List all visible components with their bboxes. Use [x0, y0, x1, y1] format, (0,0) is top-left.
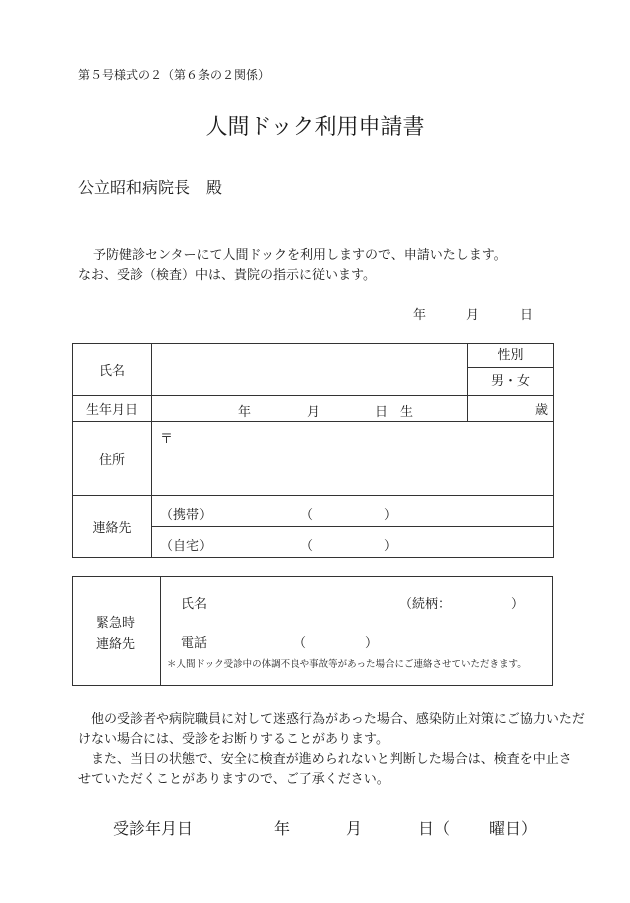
date-day-label: 日 [520, 308, 534, 323]
mobile-paren-close: ） [384, 508, 398, 523]
intro-line-1: 予防健診センターにて人間ドックを利用しますので、申請いたします。 [93, 248, 507, 263]
birth-suffix: 生 [400, 405, 414, 420]
address-field[interactable] [152, 422, 554, 496]
age-suffix: 歳 [534, 403, 548, 418]
notice-line-3: また、当日の状態で、安全に検査が進められないと判断した場合は、検査を中止さ [91, 752, 572, 767]
notice-line-1: 他の受診者や病院職員に対して迷惑行為があった場合、感染防止対策にご協力いただ [91, 712, 585, 727]
date-year-label: 年 [413, 308, 427, 323]
address-label: 住所 [73, 422, 152, 496]
birth-year-label: 年 [238, 405, 252, 420]
applicant-table [72, 343, 554, 558]
home-paren-open: （ [300, 539, 314, 554]
emergency-paren-open: （ [293, 636, 307, 651]
emergency-name-field[interactable] [213, 589, 393, 609]
relation-close: ） [511, 597, 525, 612]
home-label: （自宅） [160, 539, 213, 554]
notice-line-2: けない場合には、受診をお断りすることがあります。 [78, 732, 389, 747]
emergency-contact-box [72, 576, 553, 686]
exam-month-label: 月 [346, 819, 363, 838]
home-phone-field[interactable] [152, 527, 554, 558]
page-title: 人間ドック利用申請書 [205, 115, 425, 140]
emergency-paren-close: ） [365, 636, 379, 651]
emergency-phone-field[interactable] [307, 628, 367, 648]
birthdate-field[interactable] [152, 396, 468, 422]
name-field[interactable] [152, 344, 468, 396]
exam-year-label: 年 [274, 819, 291, 838]
postal-mark: 〒 [160, 432, 174, 447]
mobile-label: （携帯） [160, 508, 213, 523]
intro-line-2: なお、受診（検査）中は、貴院の指示に従います。 [78, 268, 376, 283]
contact-label: 連絡先 [73, 496, 152, 558]
relation-label: （続柄： [399, 597, 452, 612]
gender-options[interactable]: 男・女 [468, 367, 553, 395]
birth-day-label: 日 [375, 405, 389, 420]
exam-day-label: 日（ [418, 819, 451, 838]
emergency-name-label: 氏名 [181, 597, 208, 612]
age-field[interactable] [468, 396, 554, 422]
exam-date-label: 受診年月日 [113, 819, 194, 838]
emergency-label-line-1: 緊急時 [96, 616, 136, 631]
name-label: 氏名 [73, 344, 152, 396]
notice-line-4: せていただくことがありますので、ご了承ください。 [78, 772, 390, 787]
gender-cell [468, 344, 554, 396]
emergency-divider [160, 577, 161, 685]
home-paren-close: ） [384, 539, 398, 554]
relation-field[interactable] [449, 589, 509, 609]
addressee: 公立昭和病院長 殿 [78, 178, 223, 197]
birth-month-label: 月 [307, 405, 321, 420]
date-month-label: 月 [466, 308, 480, 323]
gender-label: 性別 [497, 348, 524, 363]
birthdate-label: 生年月日 [73, 396, 152, 422]
mobile-paren-open: （ [300, 508, 314, 523]
exam-weekday-label: 曜日） [489, 819, 538, 838]
emergency-phone-label: 電話 [181, 636, 208, 651]
emergency-note: ＊人間ドック受診中の体調不良や事故等があった場合にご連絡させていただきます。 [167, 659, 527, 670]
emergency-label-line-2: 連絡先 [96, 637, 136, 652]
mobile-phone-field[interactable] [152, 496, 554, 527]
form-number: 第５号様式の２（第６条の２関係） [78, 68, 271, 82]
